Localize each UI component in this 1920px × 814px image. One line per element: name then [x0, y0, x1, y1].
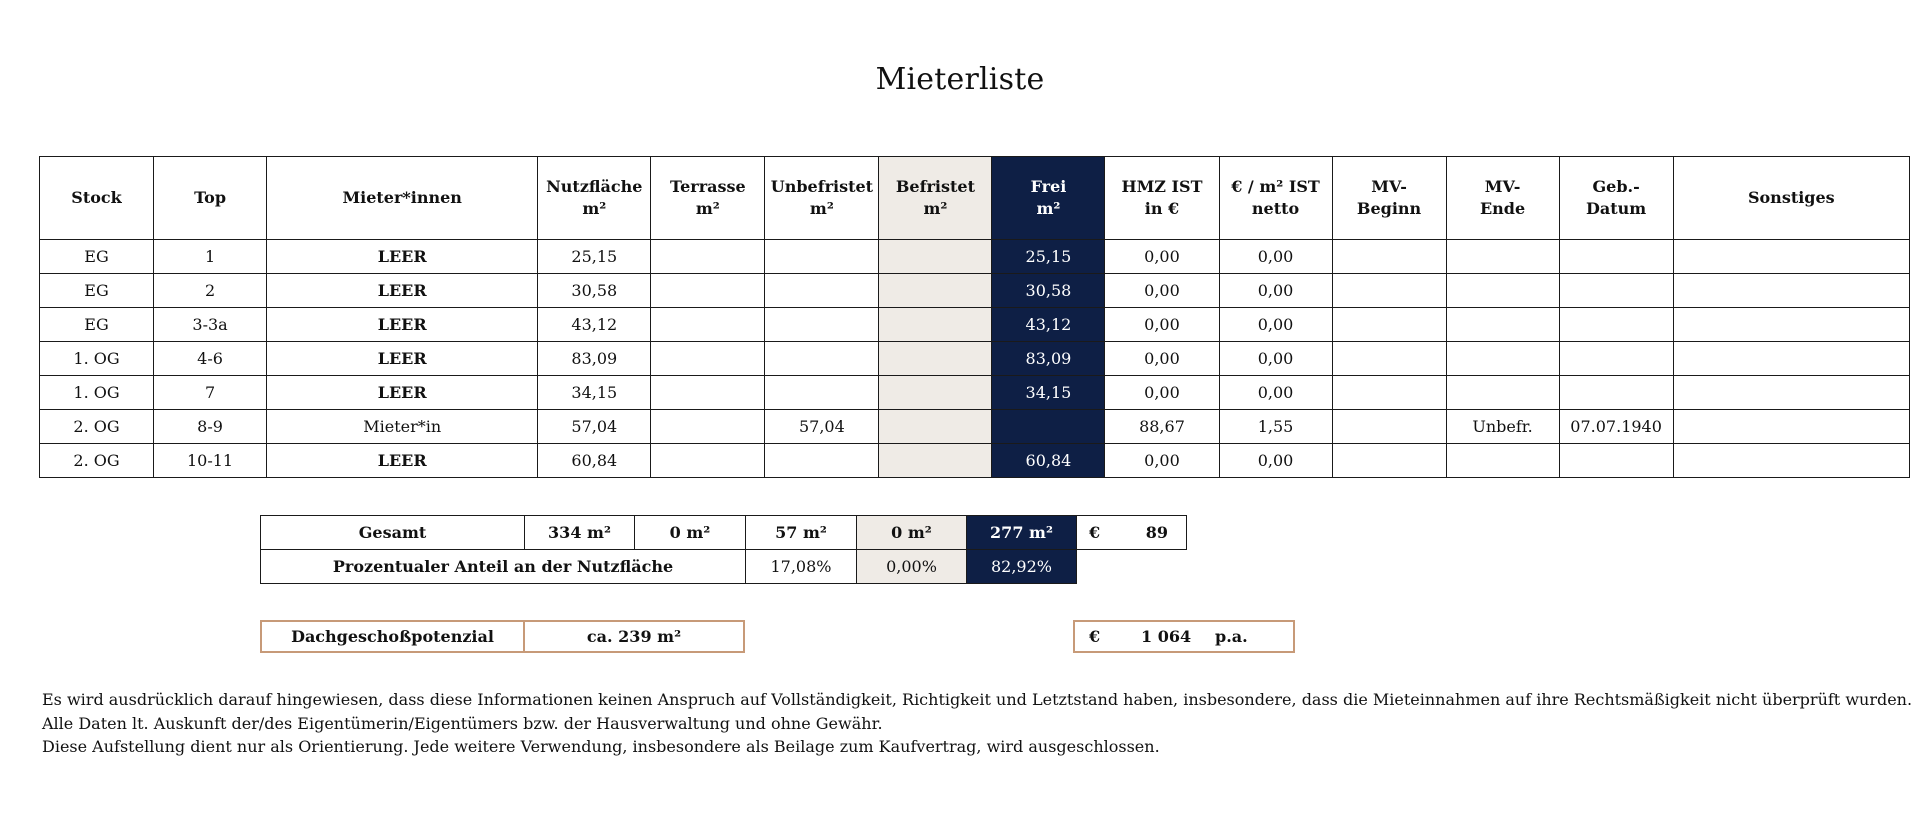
cell-hmz: 88,67: [1105, 410, 1219, 444]
summary-unbefristet: 57 m²: [746, 516, 857, 550]
cell-mv-ende: [1446, 308, 1559, 342]
summary-total-label: Gesamt: [261, 516, 525, 550]
header-terrasse: [651, 157, 765, 240]
cell-mv-beginn: [1332, 274, 1446, 308]
cell-geb: [1559, 240, 1673, 274]
cell-mieter: LEER: [267, 376, 538, 410]
cell-befristet: [879, 240, 992, 274]
cell-stock: 2. OG: [40, 444, 154, 478]
cell-sonstiges: [1673, 376, 1909, 410]
cell-geb: [1559, 376, 1673, 410]
header-mieter: Mieter*innen: [267, 157, 538, 240]
table-row: [40, 240, 1910, 274]
header-befristet: [879, 157, 992, 240]
header-stock: Stock: [40, 157, 154, 240]
summary-percent-row: [261, 550, 1187, 584]
cell-sonstiges: [1673, 410, 1909, 444]
table-row: [40, 342, 1910, 376]
header-unbefristet-unit: m²: [809, 199, 834, 218]
cell-stock: EG: [40, 274, 154, 308]
cell-nutzflaeche: 43,12: [538, 308, 651, 342]
header-nutzflaeche: [538, 157, 651, 240]
cell-sonstiges: [1673, 308, 1909, 342]
header-mv-beginn: [1332, 157, 1446, 240]
header-eur-m2-unit: netto: [1251, 199, 1300, 218]
disclaimer-line: Diese Aufstellung dient nur als Orientierung. Jede weitere Verwendung, insbesondere als Beilage zum Kaufvertrag, wird ausgeschlossen.: [42, 737, 1160, 756]
cell-mieter: Mieter*in: [267, 410, 538, 444]
header-frei-unit: m²: [1036, 199, 1061, 218]
cell-terrasse: [651, 240, 765, 274]
cell-unbefristet: [765, 444, 879, 478]
cell-nutzflaeche: 25,15: [538, 240, 651, 274]
header-geb-l2: Datum: [1586, 199, 1647, 218]
summary-percent-unbefristet: 17,08%: [746, 550, 857, 584]
cell-mieter: LEER: [267, 342, 538, 376]
cell-unbefristet: [765, 376, 879, 410]
header-nutzflaeche-unit: m²: [582, 199, 607, 218]
cell-hmz: 0,00: [1105, 274, 1219, 308]
header-terrasse-unit: m²: [695, 199, 720, 218]
header-mv-beginn-l1: MV-: [1371, 177, 1407, 196]
cell-hmz: 0,00: [1105, 376, 1219, 410]
tenant-table: [39, 156, 1910, 478]
cell-mv-ende: [1446, 376, 1559, 410]
cell-stock: EG: [40, 308, 154, 342]
cell-terrasse: [651, 308, 765, 342]
cell-frei: 43,12: [992, 308, 1105, 342]
cell-stock: 2. OG: [40, 410, 154, 444]
table-row: [40, 444, 1910, 478]
header-unbefristet-label: Unbefristet: [770, 177, 874, 196]
cell-sonstiges: [1673, 444, 1909, 478]
cell-befristet: [879, 342, 992, 376]
cell-geb: [1559, 308, 1673, 342]
cell-eur-m2: 0,00: [1219, 376, 1332, 410]
page-title: Mieterliste: [875, 62, 1045, 97]
header-unbefristet: [765, 157, 879, 240]
header-frei-label: Frei: [1030, 177, 1067, 196]
header-befristet-unit: m²: [923, 199, 948, 218]
cell-hmz: 0,00: [1105, 342, 1219, 376]
dachgeschoss-value: ca. 239 m²: [586, 627, 682, 646]
cell-mv-ende: [1446, 240, 1559, 274]
summary-frei: 277 m²: [967, 516, 1077, 550]
cell-nutzflaeche: 83,09: [538, 342, 651, 376]
header-hmz-label: HMZ IST: [1121, 177, 1203, 196]
tenant-rows: [40, 240, 1910, 478]
cell-hmz: 0,00: [1105, 444, 1219, 478]
table-header-row: [40, 157, 1910, 240]
disclaimer-line: Alle Daten lt. Auskunft der/des Eigentümerin/Eigentümers bzw. der Hausverwaltung und ohne Gewähr.: [42, 713, 883, 733]
cell-top: 8-9: [154, 410, 267, 444]
summary-total-row: [261, 516, 1187, 550]
cell-nutzflaeche: 60,84: [538, 444, 651, 478]
cell-stock: 1. OG: [40, 376, 154, 410]
header-hmz-unit: in €: [1144, 199, 1180, 218]
cell-geb: [1559, 444, 1673, 478]
cell-befristet: [879, 444, 992, 478]
header-befristet-label: Befristet: [895, 177, 975, 196]
cell-mv-ende: [1446, 444, 1559, 478]
cell-terrasse: [651, 342, 765, 376]
cell-top: 10-11: [154, 444, 267, 478]
cell-befristet: [879, 410, 992, 444]
cell-unbefristet: [765, 308, 879, 342]
disclaimer-line: Es wird ausdrücklich darauf hingewiesen, dass diese Informationen keinen Anspruch auf Vollständigkeit, Richtigkeit und Letztstand haben, insbesondere, dass die Mieteinnahmen auf ihre Rechtsmäßigkeit nicht überprüft wurden.: [42, 690, 1913, 709]
cell-mv-beginn: [1332, 444, 1446, 478]
cell-eur-m2: 0,00: [1219, 274, 1332, 308]
cell-nutzflaeche: 57,04: [538, 410, 651, 444]
header-frei: [992, 157, 1105, 240]
cell-sonstiges: [1673, 342, 1909, 376]
cell-terrasse: [651, 410, 765, 444]
cell-frei: 83,09: [992, 342, 1105, 376]
cell-nutzflaeche: 30,58: [538, 274, 651, 308]
cell-mv-ende: [1446, 274, 1559, 308]
header-geb: [1559, 157, 1673, 240]
header-sonstiges: Sonstiges: [1673, 157, 1909, 240]
cell-frei: [992, 410, 1105, 444]
cell-geb: 07.07.1940: [1559, 410, 1673, 444]
cell-frei: 34,15: [992, 376, 1105, 410]
cell-eur-m2: 0,00: [1219, 308, 1332, 342]
cell-mieter: LEER: [267, 274, 538, 308]
dachgeschoss-box: [260, 620, 745, 653]
cell-frei: 60,84: [992, 444, 1105, 478]
cell-mv-beginn: [1332, 308, 1446, 342]
cell-mv-ende: [1446, 342, 1559, 376]
dachgeschoss-amount: 1 064: [1141, 627, 1192, 646]
dachgeschoss-income-box: [1073, 620, 1295, 653]
table-row: [40, 376, 1910, 410]
header-top: Top: [154, 157, 267, 240]
summary-hmz: [1077, 516, 1187, 550]
cell-sonstiges: [1673, 274, 1909, 308]
cell-top: 4-6: [154, 342, 267, 376]
cell-mv-beginn: [1332, 410, 1446, 444]
cell-top: 2: [154, 274, 267, 308]
cell-befristet: [879, 274, 992, 308]
cell-top: 1: [154, 240, 267, 274]
cell-geb: [1559, 342, 1673, 376]
summary-terrasse: 0 m²: [635, 516, 746, 550]
cell-frei: 25,15: [992, 240, 1105, 274]
dachgeschoss-period: p.a.: [1215, 627, 1248, 646]
cell-terrasse: [651, 274, 765, 308]
cell-mv-beginn: [1332, 342, 1446, 376]
header-eur-m2: [1219, 157, 1332, 240]
cell-eur-m2: 1,55: [1219, 410, 1332, 444]
header-mv-beginn-l2: Beginn: [1356, 199, 1422, 218]
header-terrasse-label: Terrasse: [670, 177, 746, 196]
cell-frei: 30,58: [992, 274, 1105, 308]
cell-hmz: 0,00: [1105, 308, 1219, 342]
header-nutzflaeche-label: Nutzfläche: [546, 177, 643, 196]
summary-blank-cell: [1077, 550, 1187, 584]
dachgeschoss-label: Dachgeschoßpotenzial: [262, 622, 525, 651]
cell-mv-ende: Unbefr.: [1446, 410, 1559, 444]
cell-eur-m2: 0,00: [1219, 444, 1332, 478]
dachgeschoss-currency: €: [1089, 627, 1101, 646]
summary-percent-label: Prozentualer Anteil an der Nutzfläche: [261, 550, 746, 584]
cell-befristet: [879, 308, 992, 342]
cell-befristet: [879, 376, 992, 410]
cell-eur-m2: 0,00: [1219, 240, 1332, 274]
summary-percent-frei: 82,92%: [967, 550, 1077, 584]
cell-terrasse: [651, 376, 765, 410]
table-row: [40, 410, 1910, 444]
cell-unbefristet: [765, 342, 879, 376]
cell-stock: EG: [40, 240, 154, 274]
header-mv-ende-l1: MV-: [1484, 177, 1521, 196]
summary-befristet: 0 m²: [857, 516, 967, 550]
cell-mieter: LEER: [267, 444, 538, 478]
cell-terrasse: [651, 444, 765, 478]
header-mv-ende-l2: Ende: [1479, 199, 1526, 218]
summary-percent-befristet: 0,00%: [857, 550, 967, 584]
cell-unbefristet: [765, 274, 879, 308]
cell-eur-m2: 0,00: [1219, 342, 1332, 376]
cell-top: 7: [154, 376, 267, 410]
cell-sonstiges: [1673, 240, 1909, 274]
header-hmz: [1105, 157, 1219, 240]
disclaimer: [42, 688, 1913, 759]
summary-nutzflaeche: 334 m²: [525, 516, 635, 550]
cell-mieter: LEER: [267, 308, 538, 342]
summary-table: [260, 515, 1187, 584]
summary-hmz-currency: €: [1089, 523, 1101, 542]
cell-mv-beginn: [1332, 240, 1446, 274]
cell-geb: [1559, 274, 1673, 308]
cell-unbefristet: 57,04: [765, 410, 879, 444]
header-geb-l1: Geb.-: [1592, 177, 1640, 196]
table-row: [40, 274, 1910, 308]
cell-mv-beginn: [1332, 376, 1446, 410]
header-eur-m2-label: € / m² IST: [1231, 177, 1320, 196]
cell-nutzflaeche: 34,15: [538, 376, 651, 410]
header-mv-ende: [1446, 157, 1559, 240]
cell-unbefristet: [765, 240, 879, 274]
summary-hmz-value: 89: [1145, 523, 1168, 542]
table-row: [40, 308, 1910, 342]
cell-mieter: LEER: [267, 240, 538, 274]
cell-hmz: 0,00: [1105, 240, 1219, 274]
cell-stock: 1. OG: [40, 342, 154, 376]
cell-top: 3-3a: [154, 308, 267, 342]
